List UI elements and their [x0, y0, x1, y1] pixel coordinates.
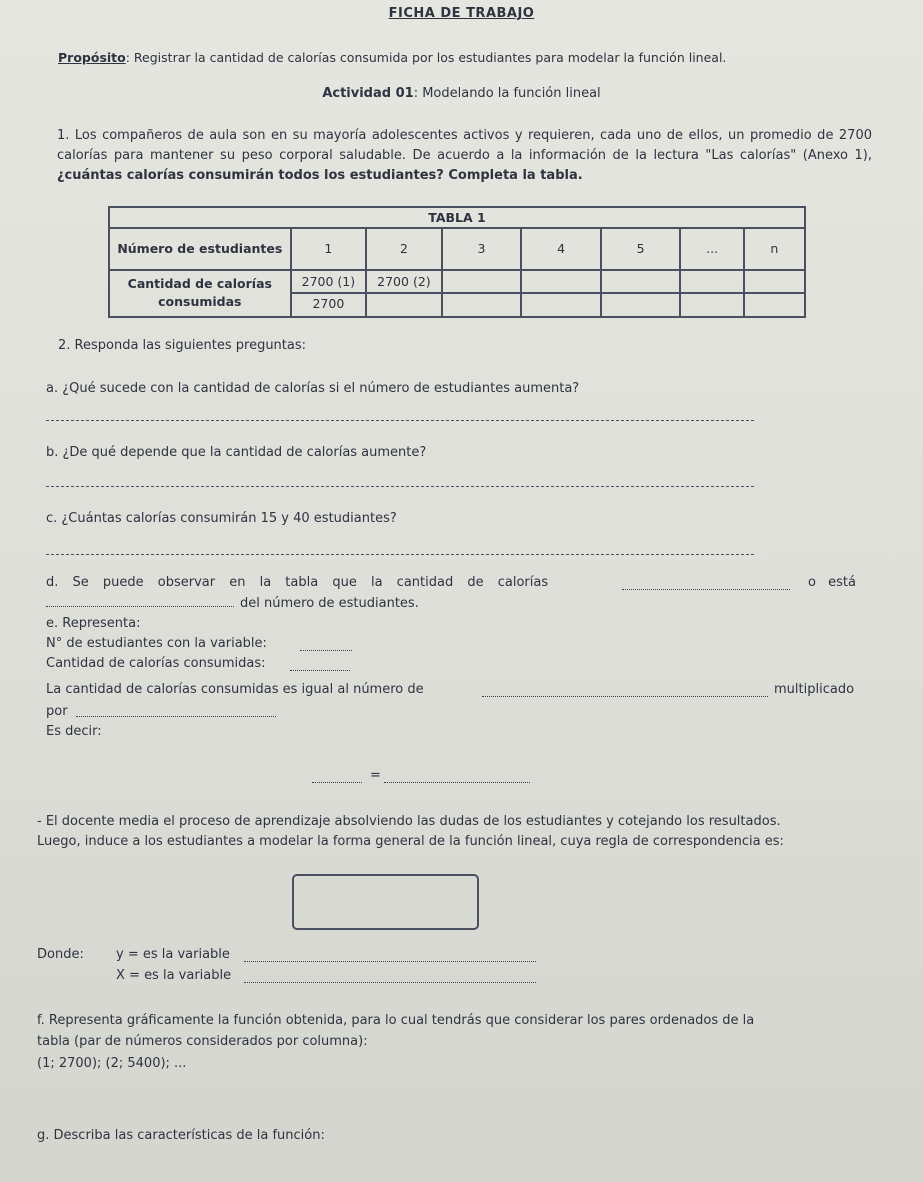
col-header-4: 4: [521, 228, 601, 270]
y-definition: y = es la variable: [116, 947, 230, 962]
answer-line-b[interactable]: [46, 486, 754, 487]
equation-left-blank[interactable]: [312, 770, 362, 783]
question-c: c. ¿Cuántas calorías consumirán 15 y 40 estudiantes?: [46, 511, 397, 526]
question-1-bold: ¿cuántas calorías consumirán todos los estudiantes? Completa la tabla.: [57, 168, 583, 183]
section-2-heading: 2. Responda las siguientes preguntas:: [58, 338, 307, 353]
question-d-part1: d. Se puede observar en la tabla que la cantidad de calorías: [46, 575, 549, 590]
question-1: [57, 126, 872, 186]
question-e-line3-end: multiplicado: [774, 682, 855, 697]
equation-equals: =: [370, 768, 381, 783]
formula-box[interactable]: [292, 874, 479, 930]
table-cell[interactable]: [442, 270, 522, 318]
activity-heading: [0, 86, 923, 101]
question-1-text: 1. Los compañeros de aula son en su mayoría adolescentes activos y requieren, cada uno de ellos, un promedio de 2700 calorías para mantener su peso corporal saludable. De acuerdo a la información de la lectura "Las calorías" (Anexo 1),: [57, 128, 872, 163]
table-cell[interactable]: [601, 270, 681, 318]
purpose-line: [58, 50, 726, 65]
question-f-line1: f. Representa gráficamente la función obtenida, para lo cual tendrás que considerar los pares ordenados de la: [37, 1013, 755, 1028]
question-e-heading: e. Representa:: [46, 616, 141, 631]
table-cell[interactable]: [680, 270, 743, 318]
answer-blank-d2[interactable]: [46, 594, 234, 607]
question-e-line2: Cantidad de calorías consumidas:: [46, 656, 266, 671]
question-e-line1: N° de estudiantes con la variable:: [46, 636, 267, 651]
x-definition: X = es la variable: [116, 968, 232, 983]
answer-blank-d1[interactable]: [622, 577, 790, 590]
question-d-or: o está: [808, 575, 856, 590]
table-1: [108, 206, 806, 318]
x-definition-blank[interactable]: [244, 970, 536, 983]
question-b: b. ¿De qué depende que la cantidad de calorías aumente?: [46, 445, 427, 460]
row-header-students: Número de estudiantes: [109, 228, 291, 270]
answer-blank-e3[interactable]: [482, 684, 768, 697]
answer-line-a[interactable]: [46, 420, 754, 421]
purpose-text: : Registrar la cantidad de calorías consumida por los estudiantes para modelar la función lineal.: [125, 50, 727, 65]
col-header-5: 5: [601, 228, 681, 270]
answer-blank-e4[interactable]: [76, 704, 276, 717]
question-f-line2: tabla (par de números considerados por columna):: [37, 1034, 368, 1049]
question-a: a. ¿Qué sucede con la cantidad de calorías si el número de estudiantes aumenta?: [46, 381, 580, 396]
table-cell[interactable]: 2700 (2): [366, 270, 442, 318]
table-cell[interactable]: [744, 270, 805, 318]
col-header-2: 2: [366, 228, 442, 270]
answer-blank-e2[interactable]: [290, 658, 350, 671]
teacher-note-line2: Luego, induce a los estudiantes a modelar la forma general de la función lineal, cuya regla de correspondencia es:: [37, 834, 784, 849]
answer-blank-e1[interactable]: [300, 638, 352, 651]
ordered-pairs: (1; 2700); (2; 5400); ...: [37, 1056, 187, 1071]
col-header-1: 1: [291, 228, 367, 270]
table-cell[interactable]: [521, 270, 601, 318]
col-header-ellipsis: ...: [680, 228, 743, 270]
donde-label: Donde:: [37, 947, 84, 962]
row-header-calories: Cantidad de calorías consumidas: [109, 270, 291, 318]
question-d-part2: del número de estudiantes.: [240, 596, 419, 611]
question-e-line3: La cantidad de calorías consumidas es igual al número de: [46, 682, 424, 697]
table-cell[interactable]: 2700 (1) 2700: [291, 270, 367, 318]
activity-text: : Modelando la función lineal: [413, 86, 601, 101]
question-e-line4: por: [46, 704, 68, 719]
col-header-n: n: [744, 228, 805, 270]
purpose-label: Propósito: [58, 50, 126, 65]
teacher-note-line1: - El docente media el proceso de aprendizaje absolviendo las dudas de los estudiantes y cotejando los resultados.: [37, 814, 781, 829]
answer-line-c[interactable]: [46, 554, 754, 555]
col-header-3: 3: [442, 228, 522, 270]
worksheet-title: FICHA DE TRABAJO: [388, 6, 535, 21]
y-definition-blank[interactable]: [244, 949, 536, 962]
question-e-line5: Es decir:: [46, 724, 102, 739]
activity-label: Actividad 01: [322, 86, 414, 101]
question-g: g. Describa las características de la función:: [37, 1128, 325, 1143]
equation-right-blank[interactable]: [384, 770, 530, 783]
table-title: TABLA 1: [109, 207, 805, 228]
